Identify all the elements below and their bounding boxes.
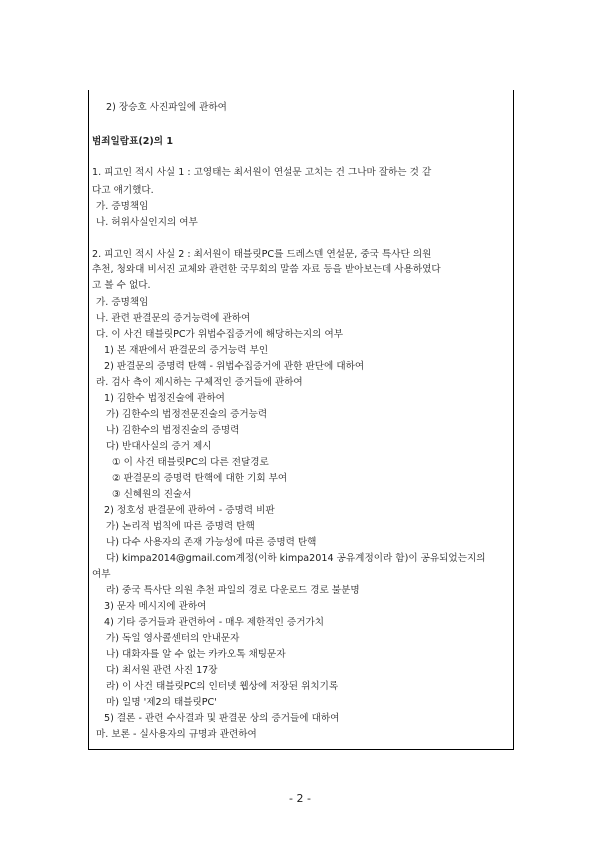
- text-line: 라. 검사 측이 제시하는 구체적인 증거들에 관하여: [96, 377, 303, 388]
- text-line: 1. 피고인 적시 사실 1 : 고영태는 최서원이 연설문 고치는 건 그나마 잘하는 것 같: [92, 167, 432, 178]
- text-line: 마. 보론 - 실사용자의 규명과 관련하여: [96, 729, 257, 740]
- text-line: 여부: [92, 569, 111, 580]
- text-line: 가. 증명책임: [96, 297, 149, 308]
- text-line: 라) 중국 특사단 의원 추천 파일의 경로 다운로드 경로 불분명: [106, 585, 360, 596]
- text-line: 나) 대화자를 알 수 없는 카카오톡 채팅문자: [106, 649, 286, 660]
- text-line: ① 이 사건 태블릿PC의 다른 전달경로: [112, 457, 269, 468]
- text-line: 나) 다수 사용자의 존재 가능성에 따른 증명력 탄핵: [106, 537, 317, 548]
- text-line: 1) 본 재판에서 판결문의 증거능력 부인: [104, 345, 269, 356]
- text-line: 2) 정호성 판결문에 관하여 - 증명력 비판: [104, 505, 275, 516]
- text-line: 다) 반대사실의 증거 제시: [106, 441, 212, 452]
- text-line: 5) 결론 - 관련 수사결과 및 판결문 상의 증거들에 대하여: [104, 713, 340, 724]
- text-line: 1) 김한수 법정진술에 관하여: [104, 393, 225, 404]
- text-line: 2) 장승호 사진파일에 관하여: [106, 102, 227, 113]
- text-line: 가) 독일 영사콜센터의 안내문자: [106, 633, 240, 644]
- page-number: - 2 -: [289, 792, 311, 805]
- text-line: 다) kimpa2014@gmail.com계정(이하 kimpa2014 공유계정이라 함)이 공유되었는지의: [106, 553, 486, 564]
- text-line: 나. 허위사실인지의 여부: [96, 217, 198, 228]
- text-line: 나) 김한수의 법정진술의 증명력: [106, 425, 240, 436]
- text-line: 다고 얘기했다.: [92, 185, 154, 196]
- text-line: 추천, 청와대 비서진 교체와 관련한 국무회의 말씀 자료 등을 받아보는데 사용하였다: [92, 264, 441, 275]
- text-line: 가. 증명책임: [96, 201, 149, 212]
- text-line: 다) 최서원 관련 사진 17장: [106, 665, 218, 676]
- text-line: 고 볼 수 없다.: [92, 280, 151, 291]
- text-line: 다. 이 사건 태블릿PC가 위법수집증거에 해당하는지의 여부: [96, 329, 343, 340]
- text-line: ② 판결문의 증명력 탄핵에 대한 기회 부여: [112, 473, 288, 484]
- text-line: 나. 관련 판결문의 증거능력에 관하여: [96, 313, 251, 324]
- section-heading: 범죄일람표(2)의 1: [92, 136, 174, 147]
- text-line: 2. 피고인 적시 사실 2 : 최서원이 태블릿PC를 드레스덴 연설문, 중국 특사단 의원: [92, 249, 432, 260]
- text-line: 라) 이 사건 태블릿PC의 인터넷 웹상에 저장된 위치기록: [106, 681, 339, 692]
- text-line: 가) 김한수의 법정전문진술의 증거능력: [106, 409, 268, 420]
- text-line: 가) 논리적 법칙에 따른 증명력 탄핵: [106, 521, 255, 532]
- text-line: 4) 기타 증거들과 관련하여 - 매우 제한적인 증거가치: [104, 617, 325, 628]
- text-line: 마) 일명 '제2의 태블릿PC': [106, 697, 217, 708]
- text-line: 3) 문자 메시지에 관하여: [104, 601, 207, 612]
- text-line: ③ 신혜원의 진술서: [112, 489, 192, 500]
- text-line: 2) 판결문의 증명력 탄핵 - 위법수집증거에 관한 판단에 대하여: [104, 361, 365, 372]
